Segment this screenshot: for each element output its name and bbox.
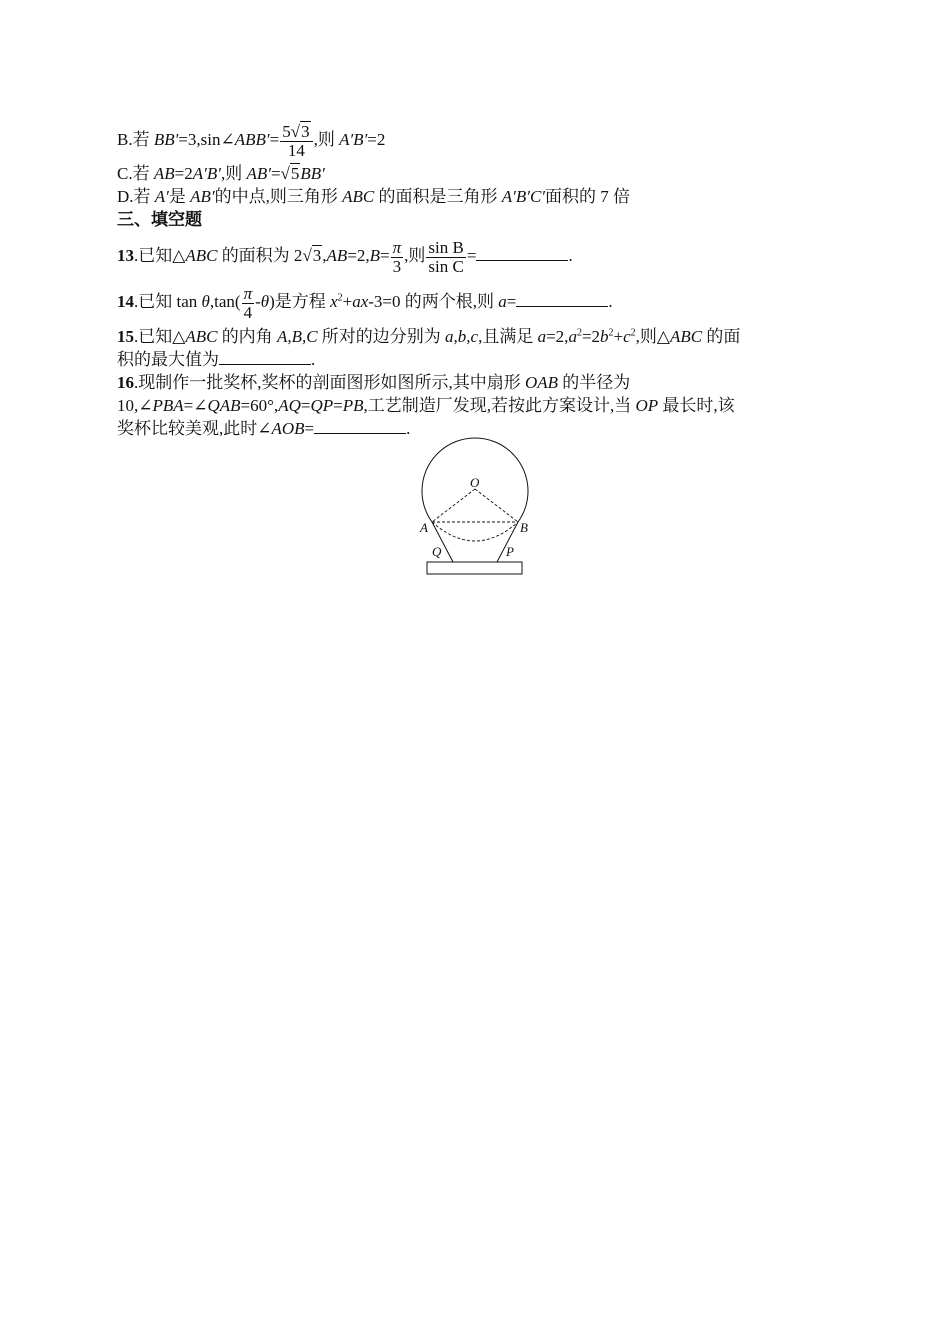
angle: QAB	[207, 396, 241, 415]
variable: a	[537, 327, 547, 346]
text: 的面	[702, 327, 741, 346]
section-title: 三、填空题	[117, 210, 202, 229]
inner-arc	[432, 522, 518, 541]
text: 面积的 7 倍	[545, 187, 631, 206]
segment: AB	[153, 164, 175, 183]
question-number: 13	[117, 246, 134, 265]
text: .已知△	[134, 327, 186, 346]
numerator: π	[243, 283, 253, 303]
triangle: A′B′C′	[501, 187, 546, 206]
answer-blank[interactable]	[314, 419, 406, 434]
variable: θ	[260, 292, 270, 311]
text: 积的最大值为	[117, 350, 219, 369]
question-16-line-2	[117, 394, 837, 417]
text: .	[568, 246, 573, 265]
label-o: O	[470, 475, 480, 490]
text: 是	[168, 187, 191, 206]
segment: A′B′	[339, 130, 368, 149]
text: -3=0 的两个根,则	[368, 292, 499, 311]
segment: OP	[635, 396, 659, 415]
segment: AB	[326, 246, 348, 265]
angle: PBA	[152, 396, 184, 415]
label-p: P	[506, 544, 514, 559]
label-q: Q	[432, 544, 442, 559]
variable: b	[600, 327, 609, 346]
sector: OAB	[525, 373, 559, 392]
option-c-prefix: C.若	[117, 164, 154, 183]
text: 最长时,该	[658, 396, 735, 415]
text: =	[333, 396, 343, 415]
question-15-line-1	[117, 325, 837, 348]
text: ,则△	[635, 327, 670, 346]
text: -	[255, 292, 261, 311]
question-number: 16	[117, 373, 134, 392]
numerator: sin B	[428, 237, 464, 257]
text: =	[269, 130, 280, 149]
text: ,工艺制造厂发现,若按此方案设计,当	[363, 396, 636, 415]
text: =2,	[546, 327, 569, 346]
segment: AB′	[190, 187, 215, 206]
answer-blank[interactable]	[476, 246, 568, 261]
text: ,则	[404, 246, 426, 265]
numerator: π	[392, 237, 402, 257]
text: 的面积为 2	[217, 246, 303, 265]
text: .已知 tan	[134, 292, 202, 311]
text: =	[466, 246, 477, 265]
text: =	[270, 164, 281, 183]
sqrt: √3	[302, 246, 322, 265]
option-c	[117, 162, 837, 185]
question-14	[117, 279, 837, 325]
text: ,且满足	[478, 327, 538, 346]
triangle: ABC	[342, 187, 375, 206]
angle: AOB	[271, 419, 305, 438]
variable: x	[330, 292, 338, 311]
fraction	[242, 285, 255, 322]
text: =2	[367, 130, 386, 149]
sqrt: √5	[280, 164, 300, 183]
label-a: A	[420, 520, 428, 535]
text: =2	[174, 164, 193, 183]
answer-blank[interactable]	[516, 292, 608, 307]
option-d-prefix: D.若	[117, 187, 155, 206]
denominator: 14	[287, 140, 305, 160]
segment: QP	[310, 396, 334, 415]
text: .	[608, 292, 613, 311]
trophy-figure	[418, 436, 530, 578]
angle: ABB′	[234, 130, 270, 149]
label-b: B	[520, 520, 528, 535]
denominator: sin C	[428, 256, 464, 276]
segment: BB′	[153, 130, 179, 149]
angles: A,B,C	[276, 327, 318, 346]
option-b-prefix: B.若	[117, 130, 154, 149]
triangle: ABC	[185, 246, 218, 265]
trophy-base	[427, 562, 522, 574]
option-d	[117, 185, 837, 208]
text: 所对的边分别为	[317, 327, 446, 346]
sides: a,b,c	[445, 327, 479, 346]
segment: PB	[342, 396, 364, 415]
text: 的内角	[217, 327, 277, 346]
radicand: 3	[301, 121, 310, 141]
text: 10,∠	[117, 396, 153, 415]
text: ,tan(	[209, 292, 241, 311]
segment: AQ	[278, 396, 301, 415]
question-number: 14	[117, 292, 134, 311]
segment-oa	[432, 489, 475, 522]
text: +	[613, 327, 624, 346]
exponent: 2	[608, 327, 614, 339]
text: =60°,	[240, 396, 279, 415]
text: =	[506, 292, 517, 311]
fraction	[280, 123, 312, 160]
text: )是方程	[269, 292, 331, 311]
segment-ob	[475, 489, 518, 522]
text: +	[342, 292, 353, 311]
triangle: ABC	[185, 327, 218, 346]
variable: θ	[201, 292, 210, 311]
fraction	[391, 239, 404, 276]
text: =	[304, 419, 315, 438]
variable: c	[623, 327, 631, 346]
denominator: 4	[243, 302, 253, 322]
text: =3,sin∠	[178, 130, 235, 149]
variable: a	[498, 292, 507, 311]
question-15-line-2	[117, 348, 837, 371]
variable: ax	[352, 292, 369, 311]
radicand: 5	[290, 164, 300, 183]
segment: BB′	[300, 164, 325, 183]
variable: a	[568, 327, 577, 346]
text: .	[406, 419, 411, 438]
text: ,	[322, 246, 327, 265]
exponent: 2	[576, 327, 582, 339]
exponent: 2	[337, 292, 343, 304]
segment: AB′	[246, 164, 271, 183]
option-b	[117, 118, 837, 162]
segment: A′B′	[192, 164, 221, 183]
text: 的半径为	[558, 373, 631, 392]
answer-blank[interactable]	[219, 350, 311, 365]
text: =∠	[183, 396, 208, 415]
triangle: ABC	[670, 327, 703, 346]
text: .已知△	[134, 246, 186, 265]
text: ,则	[313, 130, 340, 149]
question-13	[117, 233, 837, 279]
text: 的面积是三角形	[374, 187, 502, 206]
text: =	[300, 396, 311, 415]
question-16-line-1	[117, 371, 837, 394]
text: =	[380, 246, 390, 265]
sqrt: √3	[290, 121, 310, 141]
text: 的中点,则三角形	[214, 187, 343, 206]
trophy-diagram	[418, 436, 530, 578]
document-body	[117, 118, 837, 440]
text: 奖杯比较美观,此时∠	[117, 419, 272, 438]
ratio-fraction	[426, 239, 465, 276]
radicand: 3	[312, 246, 322, 265]
text: ,则	[220, 164, 247, 183]
text: .	[311, 350, 316, 369]
numerator-coef: 5	[282, 121, 291, 141]
denominator: 3	[392, 256, 402, 276]
text: .现制作一批奖杯,奖杯的剖面图形如图所示,其中扇形	[134, 373, 525, 392]
exponent: 2	[630, 327, 636, 339]
point: A′	[154, 187, 169, 206]
text: =2,	[347, 246, 370, 265]
question-number: 15	[117, 327, 134, 346]
angle: B	[369, 246, 381, 265]
text: =2	[581, 327, 601, 346]
